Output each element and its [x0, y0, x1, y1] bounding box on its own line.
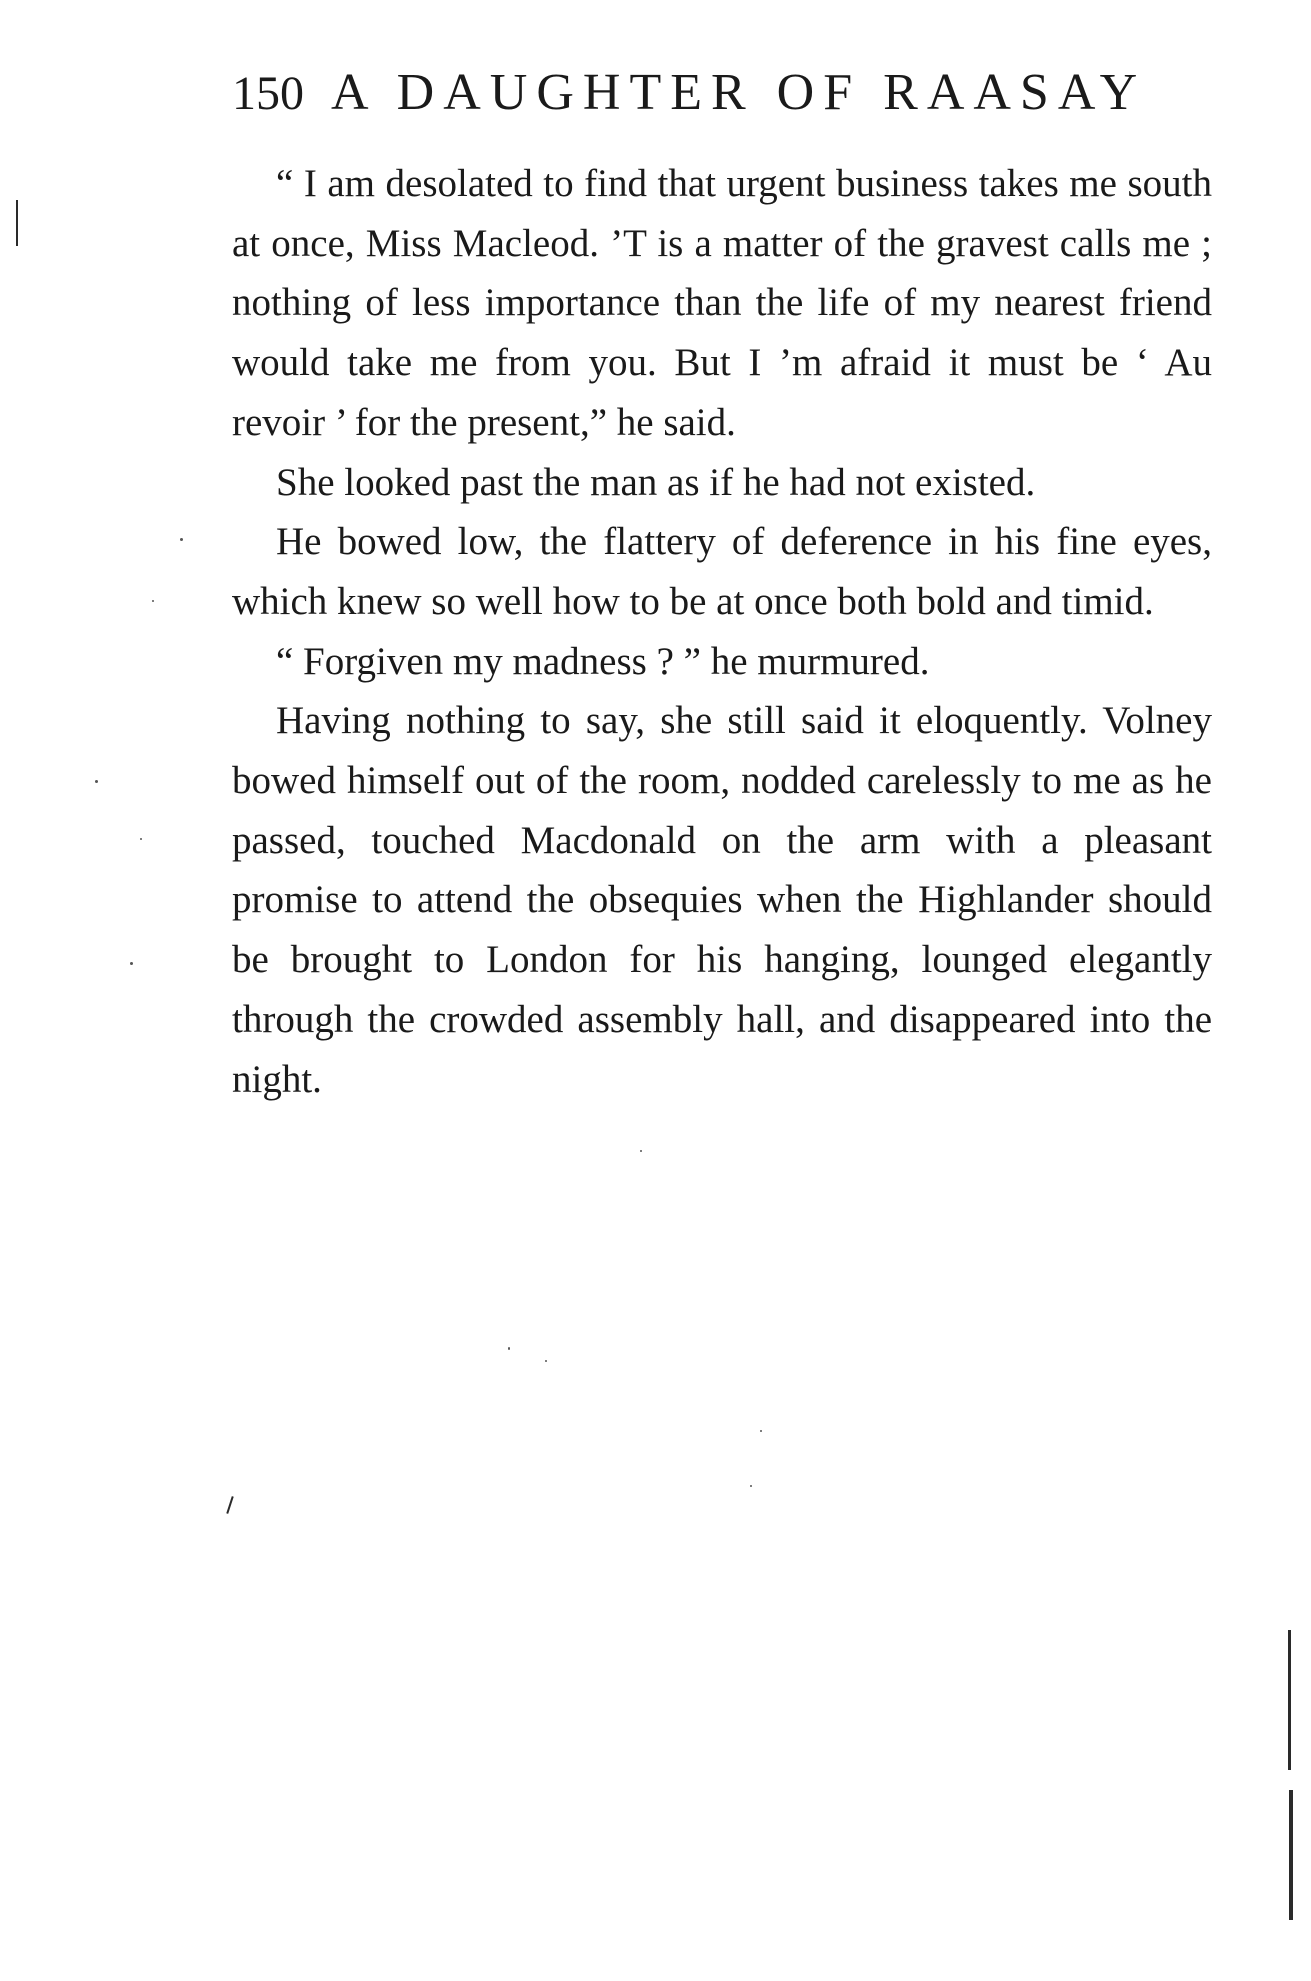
- scan-speck: [750, 1485, 752, 1487]
- scan-speck: [508, 1347, 510, 1350]
- paragraph-2: She looked past the man as if he had not existed.: [276, 460, 1036, 504]
- scan-edge-mark: [226, 1496, 233, 1514]
- page-number: 150: [232, 67, 304, 120]
- scan-speck: [140, 838, 142, 840]
- paragraph-4: “ Forgiven my madness ? ” he murmured.: [276, 639, 930, 683]
- scan-edge-mark: [1289, 1790, 1293, 1920]
- body-text: [232, 154, 1212, 1109]
- scan-speck: [130, 962, 133, 965]
- running-head: [232, 58, 1212, 128]
- scan-speck: [152, 600, 154, 602]
- scan-speck: [640, 1150, 642, 1152]
- paragraph-5: Having nothing to say, she still said it eloquently. Volney bowed himself out of the room, nodded carelessly to me as he passed, touched Macdonald on the arm with a pleasant promise to attend the obsequies when the Highlander should be brought to London for his hanging, lounged elegantly through the crowded assembly hall, and disappeared into the night.: [232, 699, 1212, 1101]
- scan-speck: [180, 538, 183, 541]
- scan-speck: [545, 1360, 547, 1362]
- scan-edge-mark: [16, 200, 18, 246]
- paragraph-3: He bowed low, the flattery of deference in his fine eyes, which knew so well how to be at once both bold and timid.: [232, 520, 1212, 623]
- running-title: A DAUGHTER OF RAASAY: [331, 64, 1147, 121]
- scan-edge-mark: [1288, 1630, 1291, 1770]
- scan-speck: [95, 780, 98, 783]
- scan-speck: [760, 1430, 762, 1432]
- paragraph-1: “ I am desolated to find that urgent business takes me south at once, Miss Macleod. ’T is a matter of the gravest calls me ; nothing of less importance than the life of my nearest friend would take me from you. But I ’m afraid it must be ‘ Au revoir ’ for the present,” he said.: [232, 162, 1212, 444]
